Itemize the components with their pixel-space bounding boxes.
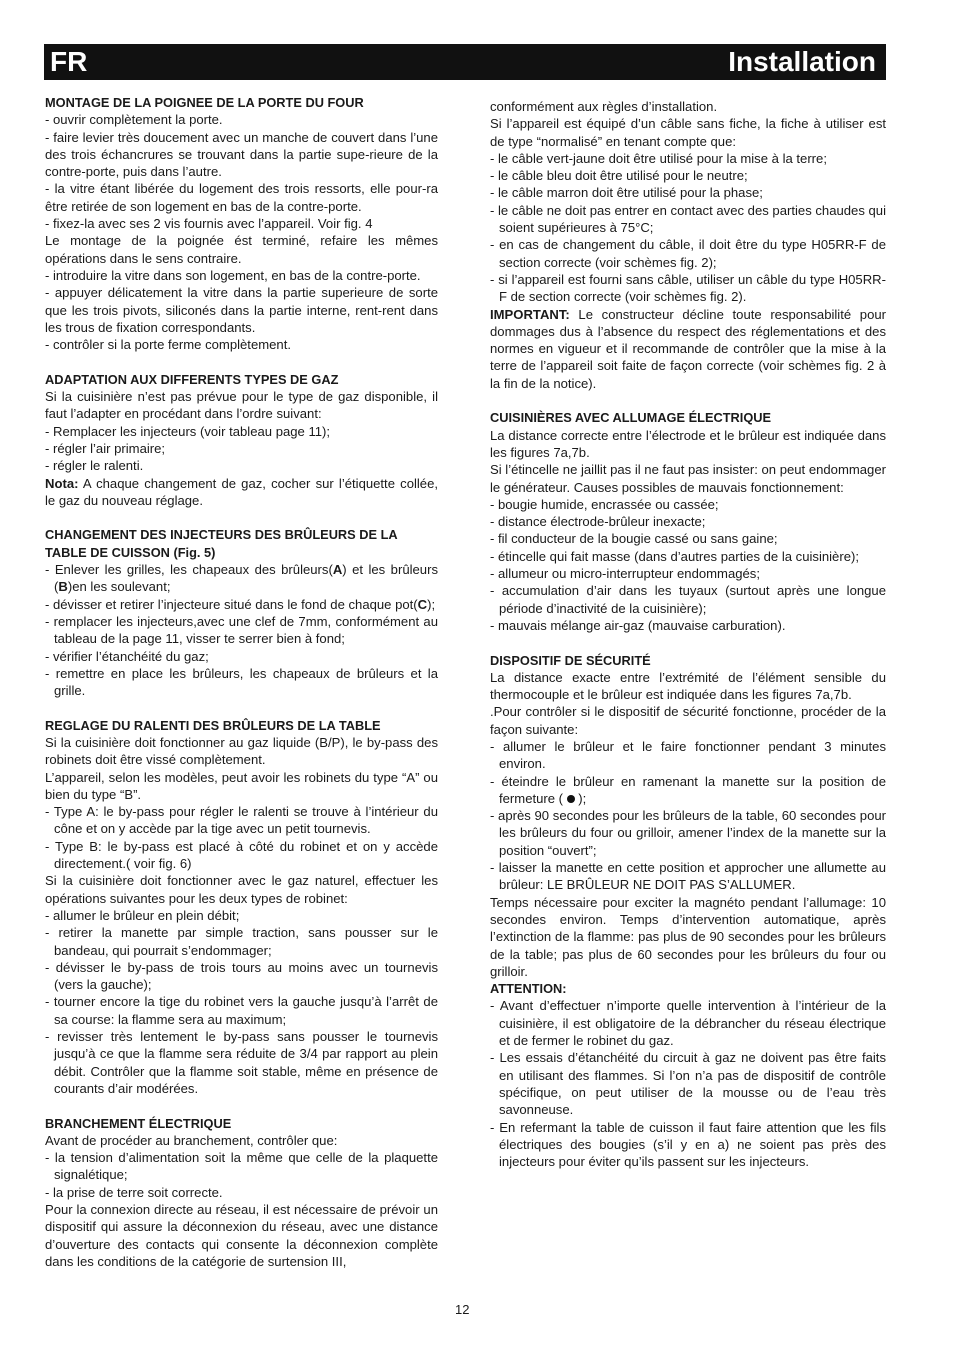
text-line: Temps nécessaire pour exciter la magnéto pendant l’allumage: 10 secondes environ. Temps d’intervention automatique, après l’extinction de la flamme: pas plus de 90 secondes pour les brûleurs de la table; pas plus de 60 secondes pour les brûleurs du four ou grilloir.	[490, 894, 886, 979]
list-item: - accumulation d’air dans les tuyaux (surtout après une longue période d’inactivité de la cuisinière);	[490, 583, 886, 616]
text-line: L’appareil, selon les modèles, peut avoir les robinets du type “A” ou bien du type “B”.	[45, 769, 438, 802]
list-item: - la prise de terre soit correcte.	[45, 1184, 223, 1200]
text-line: - Remplacer les injecteurs (voir tableau page 11);	[45, 423, 331, 439]
text-line: Le montage de la poignée ést terminé, refaire les mêmes opérations dans le sens contraire.	[45, 233, 438, 266]
list-item: - le câble ne doit pas entrer en contact avec des parties chaudes qui soient supérieures à 75°C;	[490, 202, 886, 236]
text-line: conformément aux règles d’installation.	[490, 99, 718, 114]
list-item: - Enlever les grilles, les chapeaux des brûleurs(A) et les brûleurs (B)en les soulevant;	[45, 562, 438, 595]
text-line: - régler le ralenti.	[45, 458, 144, 474]
text-line: - régler l’air primaire;	[45, 440, 166, 456]
language-code: FR	[50, 46, 88, 77]
list-item: - En refermant la table de cuisson il faut faire attention que les fils électriques des bougies (s’il y en a) ne soient pas près des injecteurs pour éviter qu’ils passent sur les injecteurs.	[490, 1119, 886, 1170]
list-item: - allumer le brûleur en plein débit;	[45, 907, 240, 923]
section-title: REGLAGE DU RALENTI DES BRÛLEURS DE LA TABLE	[45, 717, 381, 733]
text-line: Si la cuisinière doit fonctionner avec le gaz naturel, effectuer les opérations suivantes pour les deux types de robinet:	[45, 873, 438, 906]
list-item: - fil conducteur de la bougie cassé ou sans gaine;	[490, 531, 778, 547]
text-line: Si la cuisinière doit fonctionner au gaz liquide (B/P), le by-pass des robinets doit être vissé complètement.	[45, 734, 438, 768]
attention-label: ATTENTION:	[490, 981, 567, 997]
list-item: - revisser très lentement le by-pass sans pousser le tournevis jusqu’à ce que la flamme sera réduite de 3/4 par rapport au plein débit. Contrôler que la flamme soit stable, même en présence de courants d’air modérées.	[45, 1029, 438, 1096]
text-line: - contrôler si la porte ferme complètement.	[45, 337, 291, 353]
section-title: CUISINIÈRES AVEC ALLUMAGE ÉLECTRIQUE	[490, 410, 772, 426]
text-line: .Pour contrôler si le dispositif de sécurité fonctionne, procéder de la façon suivante:	[490, 704, 886, 737]
list-item: - vérifier l’étanchéité du gaz;	[45, 648, 209, 664]
page-title: Installation	[728, 46, 876, 77]
list-item: - après 90 secondes pour les brûleurs de la table, 60 secondes pour les brûleurs du four ou grilloir, amener l’index de la manette sur la position “ouvert”;	[490, 808, 886, 858]
text-line: Si l’étincelle ne jaillit pas il ne faut pas insister: on peut endommager le générateur. Causes possibles de mauvais fonctionnement:	[490, 462, 886, 495]
list-item: - éteindre le brûleur en ramenant la manette sur la position de fermeture ( );	[490, 773, 886, 806]
text-line: Si la cuisinière n’est pas prévue pour le type de gaz disponible, il faut l’adapter en procédant dans l’ordre suivant:	[45, 389, 438, 422]
section-title: MONTAGE DE LA POIGNEE DE LA PORTE DU FOUR	[45, 95, 364, 110]
important-label: IMPORTANT:	[490, 306, 570, 322]
list-item: - le câble vert-jaune doit être utilisé pour la mise à la terre;	[490, 150, 827, 166]
list-item: - remplacer les injecteurs,avec une clef de 7mm, conformément au tableau de la page 11, visser te serrer bien à fond;	[45, 613, 438, 647]
list-item: - tourner encore la tige du robinet vers la gauche jusqu’à l’arrêt de sa course: la flamme sera au maximum;	[45, 994, 438, 1027]
nota-paragraph	[45, 475, 438, 510]
text-line: Avant de procéder au branchement, contrôler que:	[45, 1132, 338, 1148]
list-item: - en cas de changement du câble, il doit être du type H05RR-F de section correcte (voir schèmes fig. 2);	[490, 237, 886, 270]
right-column	[490, 98, 886, 1170]
list-item: - le câble marron doit être utilisé pour la phase;	[490, 185, 763, 201]
text-line: La distance correcte entre l’électrode et le brûleur est indiquée dans les figures 7a,7b.	[490, 427, 886, 460]
text-line: - la vitre étant libérée du logement des trois ressorts, elle pour-ra être retirée de son logement en bas de la contre-porte.	[45, 181, 438, 214]
list-item: - allumer le brûleur et le faire fonctionner pendant 3 minutes environ.	[490, 738, 886, 772]
list-item: - dévisser et retirer l’injecteure situé dans le fond de chaque pot(C);	[45, 596, 436, 612]
list-item: - dévisser le by-pass de trois tours au moins avec un tournevis (vers la gauche);	[45, 959, 438, 993]
text-line: - faire levier très doucement avec un manche de couvert dans l’une des trois échancrures se trouvant dans la partie supe-rieure de la contre-porte, puis dans l’autre.	[45, 129, 438, 180]
list-item: - Les essais d’étanchéité du circuit à gaz ne doivent pas être faits en utilisant des flammes. Si l’on n’a pas de dispositif de contrôle spécifique, on peut utiliser de la mousse ou de l’eau très savonneuse.	[490, 1050, 886, 1118]
list-item: - mauvais mélange air-gaz (mauvaise carburation).	[490, 617, 786, 633]
list-item: - la tension d’alimentation soit la même que celle de la plaquette signalétique;	[45, 1150, 438, 1183]
list-item: - distance électrode-brûleur inexacte;	[490, 514, 706, 530]
list-item: - Avant d’effectuer n’importe quelle intervention à l’intérieur de la cuisinière, il est obligatoire de la débrancher du réseau électrique et de fermer le robinet du gaz.	[490, 998, 886, 1049]
nota-text: A chaque changement de gaz, cocher sur l’étiquette collée, le gaz du nouveau réglage.	[45, 475, 438, 508]
section-title: BRANCHEMENT ÉLECTRIQUE	[45, 1115, 232, 1131]
section-title: ADAPTATION AUX DIFFERENTS TYPES DE GAZ	[45, 371, 339, 387]
nota-label: Nota:	[45, 475, 79, 491]
list-item: - étincelle qui fait masse (dans d’autres parties de la cuisinière);	[490, 548, 859, 564]
list-item: - allumeur ou micro-interrupteur endommagés;	[490, 566, 760, 582]
list-item: - le câble bleu doit être utilisé pour le neutre;	[490, 168, 748, 184]
text-line: - appuyer délicatement la vitre dans la partie superieure de sorte que les trois pivots, siliconés dans la partie interne, rent-rent dans les trous de fixation correspondants.	[45, 285, 438, 335]
text-line: Pour la connexion directe au réseau, il est nécessaire de prévoir un dispositif qui assure la déconnexion du réseau, avec une distance d’ouverture des contacts qui consente la déconnexion complète dans les conditions de la catégorie de surtension III,	[45, 1202, 438, 1269]
text-line: - fixez-la avec ses 2 vis fournis avec l’appareil. Voir fig. 4	[45, 216, 373, 232]
list-item: - bougie humide, encrassée ou cassée;	[490, 496, 719, 512]
text-line: Si l’appareil est équipé d’un câble sans fiche, la fiche à utiliser est de type “normalisé” en tenant compte que:	[490, 116, 886, 149]
list-item: - retirer la manette par simple traction, sans pousser sur le bandeau, qui pourrait s’endommager;	[45, 925, 438, 958]
list-item: - Type B: le by-pass est placé à côté du robinet et on y accède directement.( voir fig. 6)	[45, 838, 438, 872]
page-header	[44, 44, 886, 80]
text-line: - ouvrir complètement la porte.	[45, 112, 223, 128]
left-column	[45, 94, 438, 1270]
list-item: - remettre en place les brûleurs, les chapeaux de brûleurs et la grille.	[45, 665, 438, 699]
important-paragraph	[490, 306, 886, 392]
text-line: - introduire la vitre dans son logement, en bas de la contre-porte.	[45, 267, 421, 283]
page-number: 12	[455, 1302, 470, 1317]
list-item: - laisser la manette en cette position et approcher une allumette au brûleur: LE BRÛLEUR NE DOIT PAS S’ALLUMER.	[490, 860, 886, 893]
important-text: Le constructeur décline toute responsabilité pour dommages dus à l’absence du respect des réglementations et des normes en vigueur et il recommande de contrôler que la mise à la terre de l’appareil soit faite de façon correcte (voir schèmes fig. 2 à la fin de la notice).	[490, 306, 886, 391]
closed-position-icon	[567, 795, 575, 803]
list-item: - si l’appareil est fourni sans câble, utiliser un câble du type H05RR-F de section correcte (voir schèmes fig. 2).	[490, 271, 886, 305]
section-title: DISPOSITIF DE SÉCURITÉ	[490, 652, 651, 668]
list-item: - Type A: le by-pass pour régler le ralenti se trouve à l’intérieur du cône et on y accède par la tige avec un petit tournevis.	[45, 804, 438, 837]
section-title: CHANGEMENT DES INJECTEURS DES BRÛLEURS DE LA TABLE DE CUISSON (Fig. 5)	[45, 527, 398, 560]
text-line: La distance exacte entre l’extrémité de l’élément sensible du thermocouple et le brûleur est indiquée dans les figures 7a,7b.	[490, 669, 886, 703]
